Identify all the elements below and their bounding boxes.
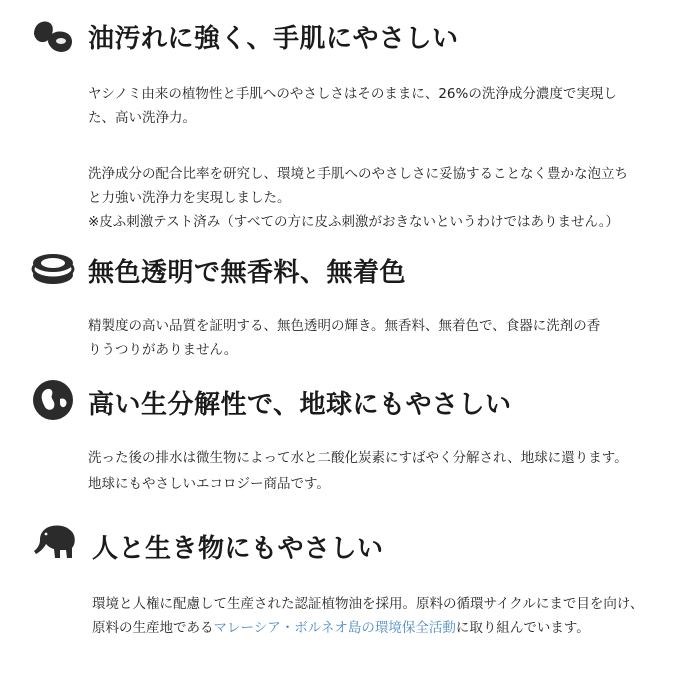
stacked-plates-icon: [30, 245, 76, 291]
stain-drops-icon: [30, 12, 76, 58]
section-paragraph: [92, 592, 652, 640]
section-heading: 油汚れに強く、手肌にやさしい: [88, 24, 459, 54]
environment-activity-link[interactable]: マレーシア・ボルネオ島の環境保全活動: [213, 620, 456, 636]
section-paragraph: 洗った後の排水は微生物によって水と二酸化炭素にすばやく分解され、地球に還ります。: [88, 450, 628, 466]
section-heading: 無色透明で無香料、無着色: [88, 258, 407, 288]
section-heading: 人と生き物にもやさしい: [92, 534, 384, 564]
section-paragraph: 地球にもやさしいエコロジー商品です。: [88, 476, 330, 492]
section-note: ※皮ふ刺激テスト済み（すべての方に皮ふ刺激がおきないというわけではありません。）: [88, 214, 620, 230]
elephant-icon: [30, 518, 82, 564]
section-paragraph: ヤシノミ由来の植物性と手肌へのやさしさはそのままに、26%の洗浄成分濃度で実現した、高い洗浄力。: [88, 86, 617, 126]
paragraph-text: 環境と人権に配慮して生産された認証植物油を採用。原料の循環サイクルにまで目を向け、原料の生産地である: [92, 596, 644, 636]
globe-icon: [30, 377, 76, 423]
paragraph-text: に取り組んでいます。: [455, 620, 590, 636]
section-paragraph: 洗浄成分の配合比率を研究し、環境と手肌へのやさしさに妥協することなく豊かな泡立ちと力強い洗浄力を実現しました。: [88, 166, 628, 206]
section-heading: 高い生分解性で、地球にもやさしい: [88, 390, 512, 420]
section-paragraph: 精製度の高い品質を証明する、無色透明の輝き。無香料、無着色で、食器に洗剤の香りうつりがありません。: [88, 318, 601, 358]
